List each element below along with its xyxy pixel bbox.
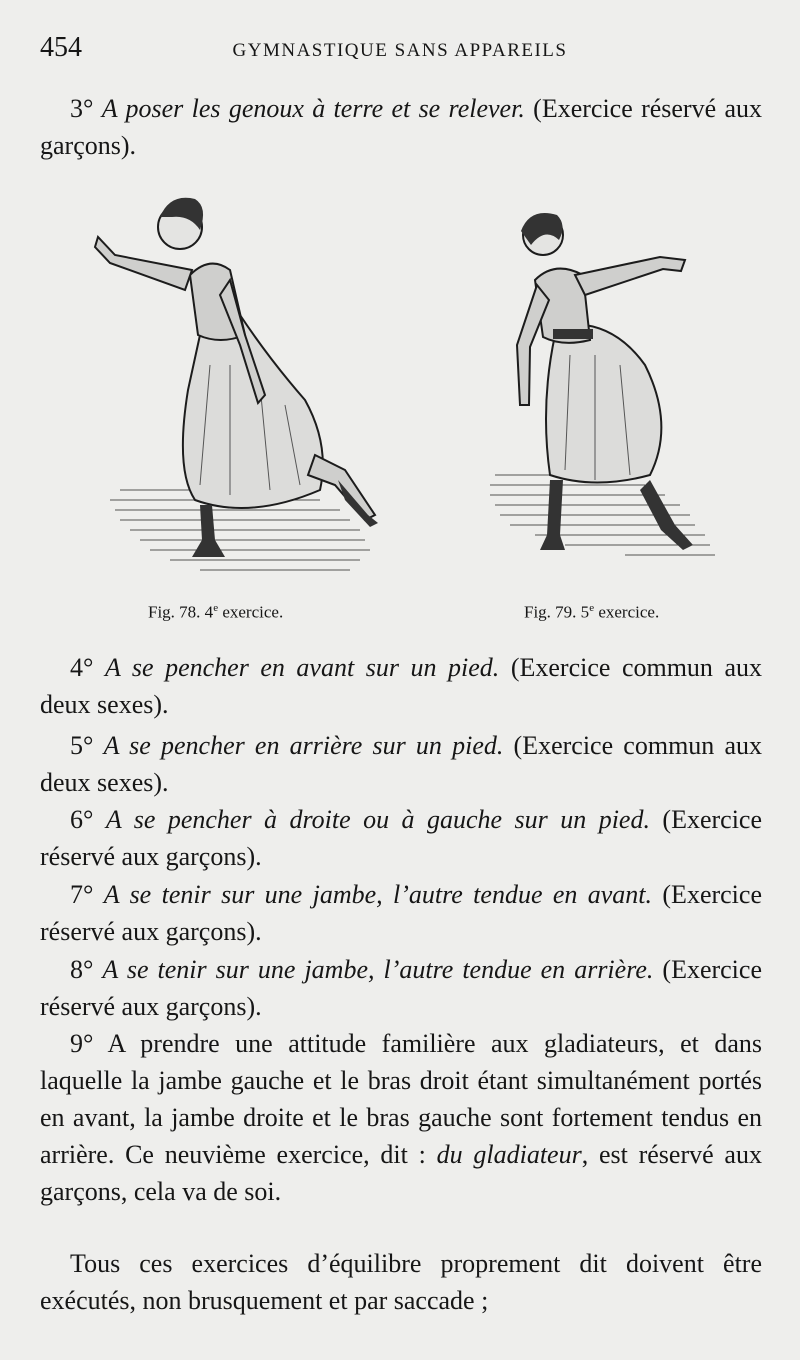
- exercise-3: [40, 90, 762, 164]
- exercise-4: 4° A se pencher en avant sur un pied. (Exercice commun aux deux sexes).: [40, 653, 763, 719]
- figure-79-caption: Fig. 79. 5e exercice.: [524, 602, 660, 622]
- exercise-note: (Exercice réservé aux garçons).: [40, 94, 763, 160]
- exercise-9: 9° A prendre une attitude familière aux gladiateurs, et dans laquelle la jambe gauche et le bras droit étant simultanément portés en avant, la jambe droite et le bras gauche sont fortement tendus en arrière. Ce neuvième exercice, dit : du gladiateur, est réservé aux garçons, cela va de soi.: [40, 1029, 762, 1206]
- running-header: [40, 32, 760, 72]
- running-title: GYMNASTIQUE SANS APPAREILS: [232, 40, 568, 61]
- exercise-7: 7° A se tenir sur une jambe, l’autre tendue en avant. (Exercice réservé aux garçons).: [40, 880, 762, 946]
- exercise-5: 5° A se pencher en arrière sur un pied. (Exercice commun aux deux sexes).: [40, 731, 763, 797]
- exercise-8: 8° A se tenir sur une jambe, l’autre tendue en arrière. (Exercice réservé aux garçons).: [40, 955, 762, 1021]
- page-number: 454: [40, 32, 82, 63]
- exercise-6: 6° A se pencher à droite ou à gauche sur un pied. (Exercice réservé aux garçons).: [40, 805, 763, 871]
- exercise-number: 3°: [70, 94, 94, 123]
- girl-leaning-forward-illustration: [80, 185, 400, 590]
- girl-leaning-backward-illustration: [475, 205, 725, 575]
- figure-78-caption: Fig. 78. 4e exercice.: [148, 602, 284, 622]
- closing-paragraph: Tous ces exercices d’équilibre proprement dit doivent être exécutés, non brusquement et par saccade ;: [40, 1249, 762, 1315]
- exercise-title: A poser les genoux à terre et se relever.: [101, 94, 525, 123]
